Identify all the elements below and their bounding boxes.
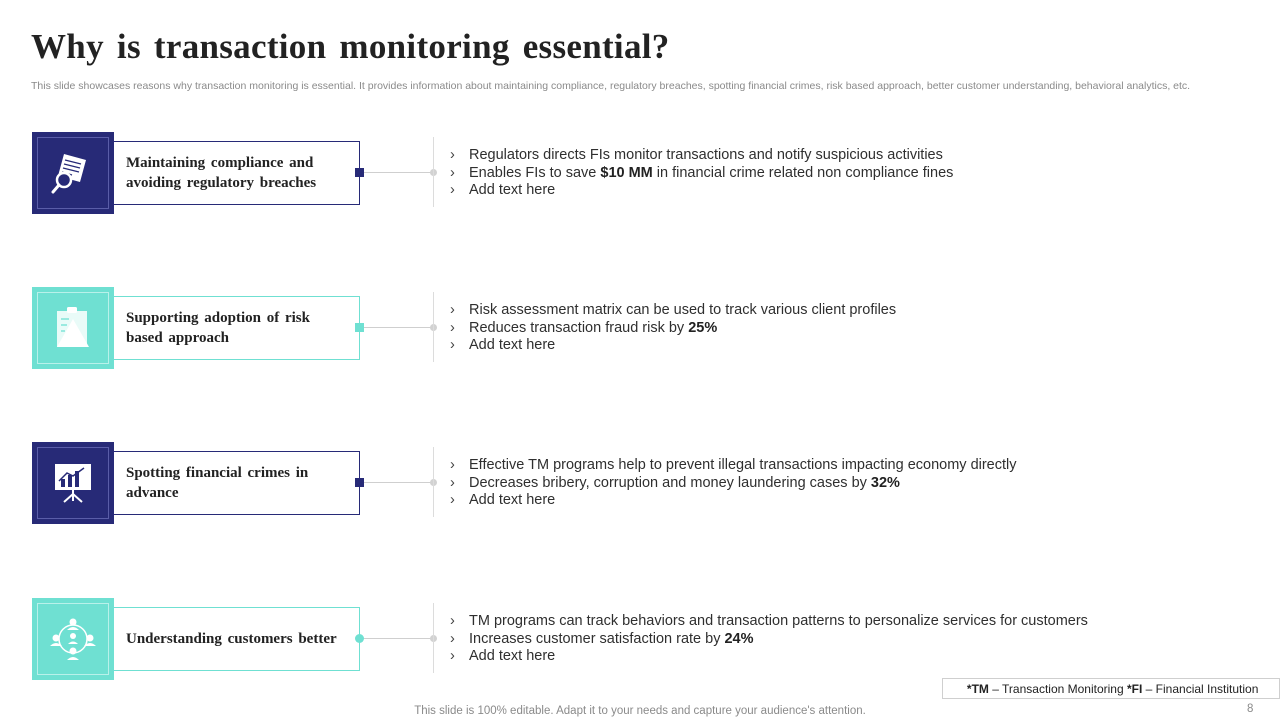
- bullet-item: › Decreases bribery, corruption and money laundering cases by 32%: [450, 474, 900, 491]
- reason-row-customers: [32, 598, 1252, 680]
- connector-line: [360, 638, 434, 639]
- reason-label: Maintaining compliance and avoiding regulatory breaches: [126, 155, 317, 191]
- bullet-item: › Effective TM programs help to prevent illegal transactions impacting economy directly: [450, 457, 1017, 473]
- connector-circle: [355, 634, 364, 643]
- bullet-item: › Add text here: [450, 337, 556, 353]
- clipboard-chart-icon: [51, 305, 95, 351]
- connector-line: [360, 327, 434, 328]
- reason-bullets: [450, 457, 1017, 510]
- presentation-board-icon: [51, 461, 95, 505]
- icon-tile: [32, 132, 114, 214]
- reason-row-financial-crimes: [32, 442, 1252, 524]
- bullet-item: › Enables FIs to save $10 MM in financial crime related non compliance fines: [450, 164, 954, 181]
- reason-bullets: [450, 302, 896, 355]
- connector-square: [355, 168, 364, 177]
- icon-tile: [32, 598, 114, 680]
- reason-bullets: [450, 147, 953, 200]
- reason-label: Spotting financial crimes in advance: [126, 465, 309, 501]
- divider-line: [433, 603, 434, 673]
- chevron-right-icon: ›: [450, 630, 455, 647]
- connector-square: [355, 478, 364, 487]
- divider-line: [433, 292, 434, 362]
- connector-square: [355, 323, 364, 332]
- bullet-item: › Add text here: [450, 648, 556, 664]
- bullet-item: › Increases customer satisfaction rate by 24%: [450, 630, 754, 647]
- reason-label-box: [114, 451, 360, 515]
- slide-title: Why is transaction monitoring essential?: [31, 27, 670, 66]
- reason-row-compliance: [32, 132, 1252, 214]
- reason-label-box: [114, 141, 360, 205]
- reason-bullets: [450, 613, 1088, 666]
- bullet-item: › Risk assessment matrix can be used to track various client profiles: [450, 302, 897, 318]
- connector-line: [360, 172, 434, 173]
- abbreviation-footnote: *TM – Transaction Monitoring *FI – Financial Institution: [942, 678, 1280, 699]
- reason-row-risk-based: [32, 287, 1252, 369]
- people-network-icon: [50, 616, 96, 662]
- bullet-item: › Regulators directs FIs monitor transactions and notify suspicious activities: [450, 147, 943, 163]
- chevron-right-icon: ›: [450, 648, 455, 664]
- chevron-right-icon: ›: [450, 182, 455, 198]
- reason-label-box: [114, 607, 360, 671]
- chevron-right-icon: ›: [450, 474, 455, 491]
- divider-line: [433, 137, 434, 207]
- chevron-right-icon: ›: [450, 457, 455, 473]
- reason-label: Supporting adoption of risk based approach: [126, 310, 310, 346]
- bullet-item: › Add text here: [450, 492, 556, 508]
- icon-tile: [32, 287, 114, 369]
- icon-tile: [32, 442, 114, 524]
- slide-subtitle: This slide showcases reasons why transaction monitoring is essential. It provides information about maintaining compliance, regulatory breaches, spotting financial crimes, risk based approach, better customer understanding, behavioral analytics, etc.: [31, 80, 1191, 92]
- bullet-item: › Add text here: [450, 182, 556, 198]
- page-number: 8: [1247, 703, 1254, 715]
- chevron-right-icon: ›: [450, 147, 455, 163]
- chevron-right-icon: ›: [450, 302, 455, 318]
- report-magnifier-icon: [50, 150, 96, 196]
- connector-line: [360, 482, 434, 483]
- chevron-right-icon: ›: [450, 164, 455, 181]
- chevron-right-icon: ›: [450, 319, 455, 336]
- bullet-item: › Reduces transaction fraud risk by 25%: [450, 319, 718, 336]
- editable-notice: This slide is 100% editable. Adapt it to your needs and capture your audience's attention.: [414, 705, 866, 717]
- chevron-right-icon: ›: [450, 613, 455, 629]
- chevron-right-icon: ›: [450, 337, 455, 353]
- bullet-item: › TM programs can track behaviors and transaction patterns to personalize services for customers: [450, 613, 1088, 629]
- reason-label-box: [114, 296, 360, 360]
- reason-label: Understanding customers better: [126, 631, 337, 647]
- chevron-right-icon: ›: [450, 492, 455, 508]
- divider-line: [433, 447, 434, 517]
